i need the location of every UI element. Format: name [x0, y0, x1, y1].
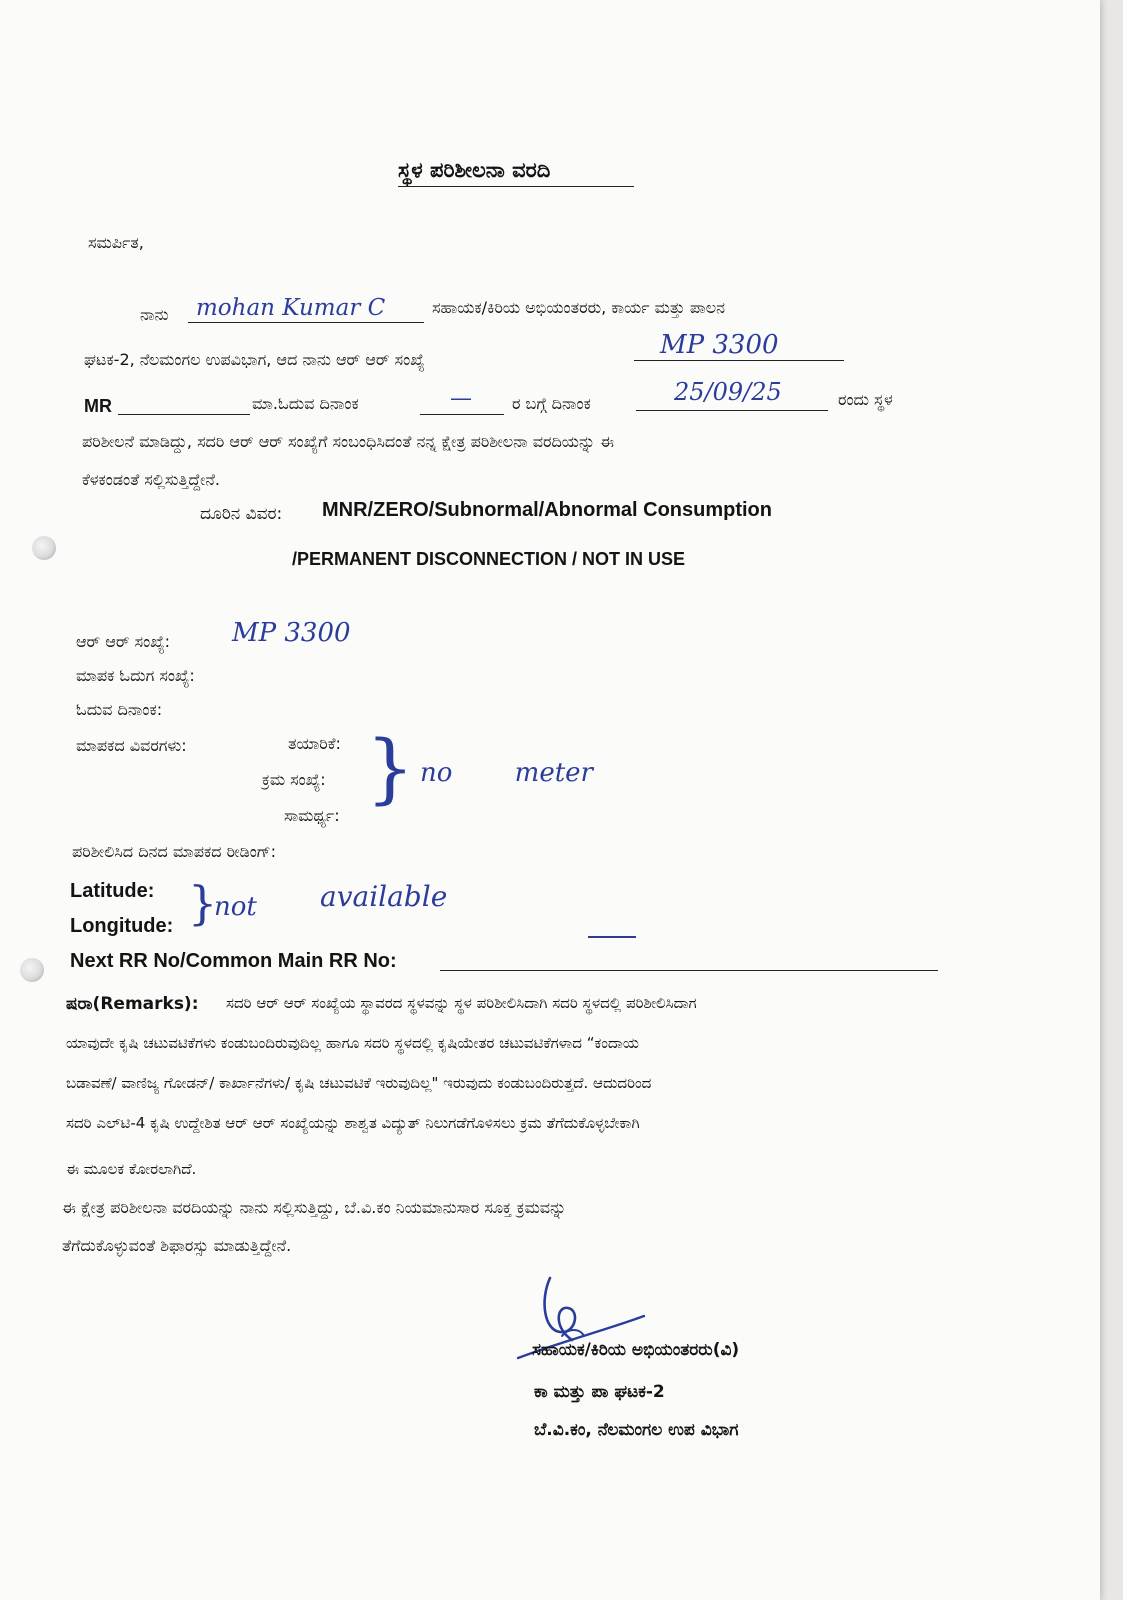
remarks-label: ಷರಾ(Remarks):: [66, 994, 199, 1014]
handwritten-brace-icon: }: [366, 723, 415, 812]
signatory-office: ಬೆ.ವಿ.ಕಂ, ನೆಲಮಂಗಲ ಉಪ ವಿಭಾಗ: [534, 1420, 739, 1440]
para1-mr-label: MR: [84, 396, 112, 416]
mr-blank-line: [118, 414, 250, 415]
salutation: ಸಮರ್ಪಿತ,: [88, 233, 144, 252]
page-title: ಸ್ಥಳ ಪರಿಶೀಲನಾ ವರದಿ: [398, 158, 551, 182]
handwritten-gps-note-b: available: [320, 880, 448, 913]
para1-line4: ಪರಿಶೀಲನೆ ಮಾಡಿದ್ದು, ಸದರಿ ಆರ್ ಆರ್ ಸಂಖ್ಯೆಗೆ ಸಂಬಂಧಿಸಿದಂತೆ ನನ್ನ ಕ್ಷೇತ್ರ ಪರಿಶೀಲನಾ ವರದಿಯನ್ನು ಈ: [82, 432, 615, 451]
para1-prefix: ನಾನು: [140, 305, 169, 324]
closing-line2: ತೆಗೆದುಕೊಳ್ಳುವಂತೆ ಶಿಫಾರಸ್ಸು ಮಾಡುತ್ತಿದ್ದೇನೆ.: [62, 1236, 292, 1255]
handwritten-rr-value: MP 3300: [232, 618, 351, 648]
inspection-date-blank-line: [636, 410, 828, 411]
read-date-blank-line: [420, 414, 504, 415]
inspection-reading-label: ಪರಿಶೀಲಿಸಿದ ದಿನದ ಮಾಪಕದ ರೀಡಿಂಗ್:: [72, 842, 277, 861]
name-blank-line: [188, 322, 424, 323]
meter-make-label: ತಯಾರಿಕೆ:: [288, 734, 341, 753]
meter-capacity-label: ಸಾಮರ್ಥ್ಯ:: [284, 806, 340, 825]
rr-number-label: ಆರ್ ಆರ್ ಸಂಖ್ಯೆ:: [76, 632, 171, 651]
handwritten-gps-brace-icon: }: [188, 876, 218, 930]
title-underline: [398, 186, 634, 187]
reading-date-label: ಓದುವ ದಿನಾಂಕ:: [76, 700, 163, 719]
next-rr-label: Next RR No/Common Main RR No:: [70, 950, 397, 972]
remarks-line3: ಬಡಾವಣೆ/ ವಾಣಿಜ್ಯ ಗೋಡನ್/ ಕಾರ್ಖಾನೆಗಳು/ ಕೃಷಿ ಚಟುವಟಿಕೆ ಇರುವುದಿಲ್ಲ" ಇರುವುದು ಕಂಡುಬಂದಿರುತ್ತದೆ. ಆದುದರಿಂದ: [66, 1074, 652, 1092]
para1-line3-mid: ಮಾ.ಓದುವ ದಿನಾಂಕ: [252, 394, 359, 413]
closing-line1: ಈ ಕ್ಷೇತ್ರ ಪರಿಶೀಲನಾ ವರದಿಯನ್ನು ನಾನು ಸಲ್ಲಿಸುತ್ತಿದ್ದು, ಬೆ.ವಿ.ಕಂ ನಿಯಮಾನುಸಾರ ಸೂಕ್ತ ಕ್ರಮವನ್ನು: [62, 1198, 567, 1217]
next-rr-blank-line: [440, 970, 938, 971]
para1-line3-end: ರಂದು ಸ್ಥಳ: [838, 390, 893, 409]
complaint-label: ದೂರಿನ ವಿವರ:: [200, 504, 283, 524]
meter-details-label: ಮಾಪಕದ ವಿವರಗಳು:: [76, 736, 187, 755]
meter-serial-label: ಕ್ರಮ ಸಂಖ್ಯೆ:: [262, 770, 326, 789]
longitude-label: Longitude:: [70, 915, 174, 937]
complaint-types-line1: MNR/ZERO/Subnormal/Abnormal Consumption: [322, 499, 772, 521]
para1-line5: ಕೆಳಕಂಡಂತೆ ಸಲ್ಲಿಸುತ್ತಿದ್ದೇನೆ.: [82, 470, 220, 489]
para1-line3-b: ರ ಬಗ್ಗೆ ದಿನಾಂಕ: [512, 394, 591, 413]
remarks-line2: ಯಾವುದೇ ಕೃಷಿ ಚಟುವಟಿಕೆಗಳು ಕಂಡುಬಂದಿರುವುದಿಲ್ಲ ಹಾಗೂ ಸದರಿ ಸ್ಥಳದಲ್ಲಿ ಕೃಷಿಯೇತರ ಚಟುವಟಿಕೆಗಳಾದ “ಕಂದಾಯ: [66, 1034, 639, 1052]
latitude-label: Latitude:: [70, 880, 155, 902]
signatory-designation: ಸಹಾಯಕ/ಕಿರಿಯ ಅಭಿಯಂತರರು(ವಿ): [532, 1340, 740, 1360]
punch-hole-bottom: [20, 958, 44, 982]
meter-reader-label: ಮಾಪಕ ಓದುಗ ಸಂಖ್ಯೆ:: [76, 666, 195, 685]
para1-line2: ಘಟಕ-2, ನೆಲಮಂಗಲ ಉಪವಿಭಾಗ, ಆದ ನಾನು ಆರ್ ಆರ್ ಸಂಖ್ಯೆ: [84, 350, 425, 369]
rr-blank-line: [634, 360, 844, 361]
handwritten-dash: —: [450, 386, 472, 411]
handwritten-name: mohan Kumar C: [196, 295, 386, 321]
remarks-line5: ಈ ಮೂಲಕ ಕೋರಲಾಗಿದೆ.: [66, 1160, 197, 1178]
handwritten-rr-number: MP 3300: [660, 330, 779, 360]
para1-line1-rest: ಸಹಾಯಕ/ಕಿರಿಯ ಅಭಿಯಂತರರು, ಕಾರ್ಯ ಮತ್ತು ಪಾಲನ: [432, 298, 726, 317]
handwritten-meter-note: no meter: [420, 758, 593, 788]
complaint-types-line2: /PERMANENT DISCONNECTION / NOT IN USE: [292, 549, 686, 569]
punch-hole-top: [32, 536, 56, 560]
signatory-unit: ಕಾ ಮತ್ತು ಪಾ ಘಟಕ-2: [534, 1382, 665, 1402]
remarks-line1: ಸದರಿ ಆರ್ ಆರ್ ಸಂಖ್ಯೆಯ ಸ್ಥಾವರದ ಸ್ಥಳವನ್ನು ಸ್ಥಳ ಪರಿಶೀಲಿಸಿದಾಗಿ ಸದರಿ ಸ್ಥಳದಲ್ಲಿ ಪರಿಶೀಲಿಸಿದಾಗ: [226, 994, 697, 1012]
handwritten-stroke: [588, 936, 636, 938]
handwritten-gps-note-a: not: [214, 892, 257, 922]
handwritten-date: 25/09/25: [674, 378, 782, 406]
remarks-line4: ಸದರಿ ಎಲ್‌ಟಿ-4 ಕೃಷಿ ಉದ್ದೇಶಿತ ಆರ್ ಆರ್ ಸಂಖ್ಯೆಯನ್ನು ಶಾಶ್ವತ ವಿದ್ಯುತ್ ನಿಲುಗಡೆಗೊಳಿಸಲು ಕ್ರಮ ತೆಗೆದುಕೊಳ್ಳಬೇಕಾಗಿ: [66, 1114, 640, 1132]
